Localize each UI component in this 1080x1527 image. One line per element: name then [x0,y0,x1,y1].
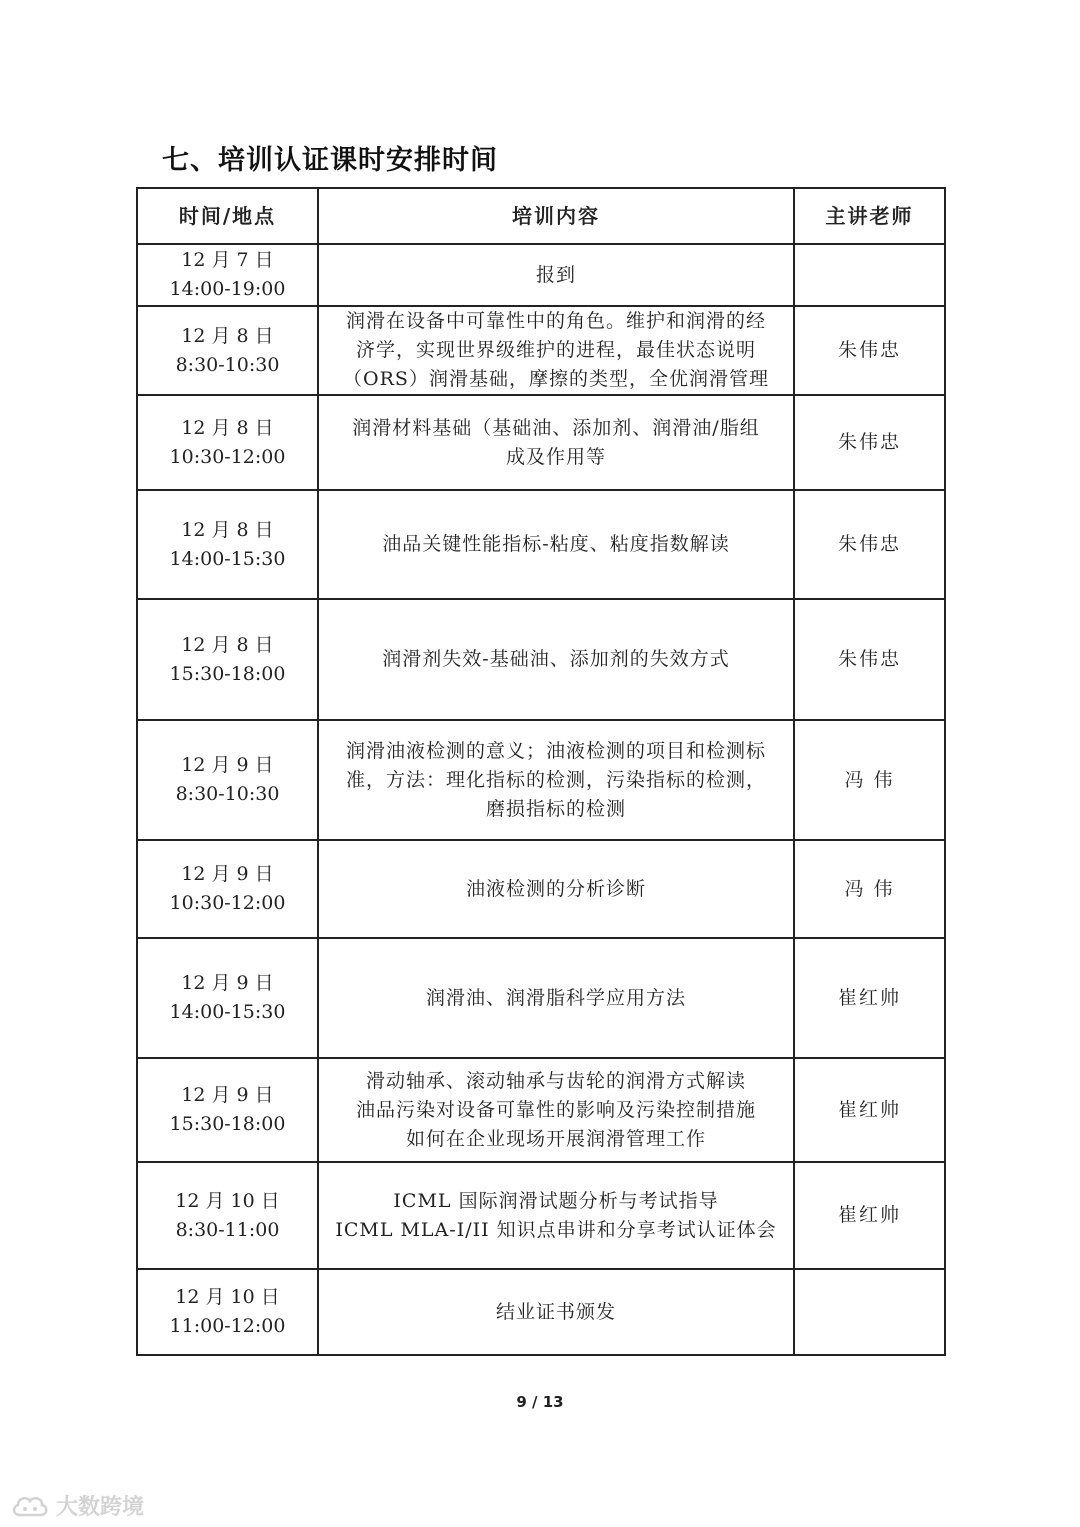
date-text: 12 月 9 日 [181,1084,274,1106]
content-line: 滑动轴承、滚动轴承与齿轮的润滑方式解读 [365,1069,746,1092]
table-header-row [137,188,945,244]
content-line: 结业证书颁发 [495,1300,616,1323]
content-line: 润滑在设备中可靠性中的角色。维护和润滑的经 [345,310,766,332]
header-teacher: 主讲老师 [794,188,945,244]
content-cell [318,1058,794,1162]
table-row [137,1269,945,1355]
content-cell [318,1269,794,1355]
time-text: 14:00-15:30 [169,1001,286,1023]
teacher-cell: 朱伟忠 [794,599,945,720]
table-row [137,306,945,395]
time-text: 14:00-19:00 [169,278,286,300]
time-text: 8:30-10:30 [175,783,280,805]
content-line: 磨损指标的检测 [485,797,626,820]
content-cell [318,840,794,938]
time-text: 15:30-18:00 [169,662,286,685]
content-line: 润滑油、润滑脂科学应用方法 [425,986,686,1009]
time-text: 11:00-12:00 [169,1315,286,1337]
time-text: 8:30-10:30 [175,353,280,376]
header-time-location: 时间/地点 [137,188,318,244]
date-text: 12 月 10 日 [175,1189,280,1212]
time-text: 10:30-12:00 [169,892,286,914]
time-cell [137,490,318,599]
content-line: 润滑油液检测的意义；油液检测的项目和检测标 [345,739,766,762]
time-cell [137,938,318,1058]
teacher-cell: 崔红帅 [794,1162,945,1269]
table-row [137,1058,945,1162]
table-row [137,599,945,720]
teacher-cell: 冯 伟 [794,720,945,840]
teacher-cell: 朱伟忠 [794,490,945,599]
time-cell [137,306,318,395]
content-line: 油品污染对设备可靠性的影响及污染控制措施 [355,1098,756,1121]
time-cell [137,599,318,720]
teacher-cell [794,1269,945,1355]
teacher-cell: 朱伟忠 [794,306,945,395]
date-text: 12 月 9 日 [181,754,274,776]
table-row [137,395,945,490]
content-line: ICML MLA-I/II 知识点串讲和分享考试认证体会 [335,1218,777,1241]
content-line: 成及作用等 [505,445,606,468]
content-line: 如何在企业现场开展润滑管理工作 [405,1127,706,1150]
content-cell [318,1162,794,1269]
section-title: 七、培训认证课时安排时间 [162,145,498,176]
teacher-cell: 冯 伟 [794,840,945,938]
time-text: 8:30-11:00 [175,1218,280,1241]
header-training-content: 培训内容 [318,188,794,244]
time-cell [137,720,318,840]
time-cell [137,1162,318,1269]
content-line: （ORS）润滑基础，摩擦的类型，全优润滑管理 [343,368,769,390]
time-text: 10:30-12:00 [169,445,286,468]
content-line: 油液检测的分析诊断 [465,877,646,900]
table-row [137,720,945,840]
teacher-cell [794,244,945,306]
watermark-text: 大数跨境 [56,1495,145,1520]
content-cell [318,490,794,599]
content-line: 润滑剂失效-基础油、添加剂的失效方式 [382,648,730,670]
time-cell [137,1269,318,1355]
teacher-cell: 崔红帅 [794,1058,945,1162]
table-row [137,1162,945,1269]
content-line: 济学，实现世界级维护的进程，最佳状态说明 [355,339,756,361]
table-row [137,840,945,938]
content-cell [318,720,794,840]
training-schedule-table [136,187,946,1356]
date-text: 12 月 10 日 [175,1286,280,1308]
content-cell [318,244,794,306]
date-text: 12 月 9 日 [181,863,274,885]
date-text: 12 月 9 日 [181,972,274,994]
time-cell [137,1058,318,1162]
date-text: 12 月 8 日 [181,518,274,541]
watermark [10,1490,144,1521]
content-line: 油品关键性能指标-粘度、粘度指数解读 [382,533,730,555]
date-text: 12 月 7 日 [181,249,274,271]
table-row [137,938,945,1058]
time-cell [137,840,318,938]
content-cell [318,938,794,1058]
content-line: 润滑材料基础（基础油、添加剂、润滑油/脂组 [352,416,760,439]
content-cell [318,395,794,490]
teacher-cell: 崔红帅 [794,938,945,1058]
table-row [137,244,945,306]
time-text: 14:00-15:30 [169,547,286,570]
page-number: 9 / 13 [516,1393,564,1411]
content-cell [318,306,794,395]
time-cell [137,244,318,306]
date-text: 12 月 8 日 [181,416,274,439]
date-text: 12 月 8 日 [181,633,274,656]
cloud-logo-icon [10,1493,50,1519]
teacher-cell: 朱伟忠 [794,395,945,490]
table-row [137,490,945,599]
time-cell [137,395,318,490]
date-text: 12 月 8 日 [181,324,274,347]
content-line: 准，方法：理化指标的检测，污染指标的检测， [345,768,766,791]
content-line: ICML 国际润滑试题分析与考试指导 [393,1189,719,1212]
content-line: 报到 [535,263,576,286]
content-cell [318,599,794,720]
time-text: 15:30-18:00 [169,1113,286,1135]
